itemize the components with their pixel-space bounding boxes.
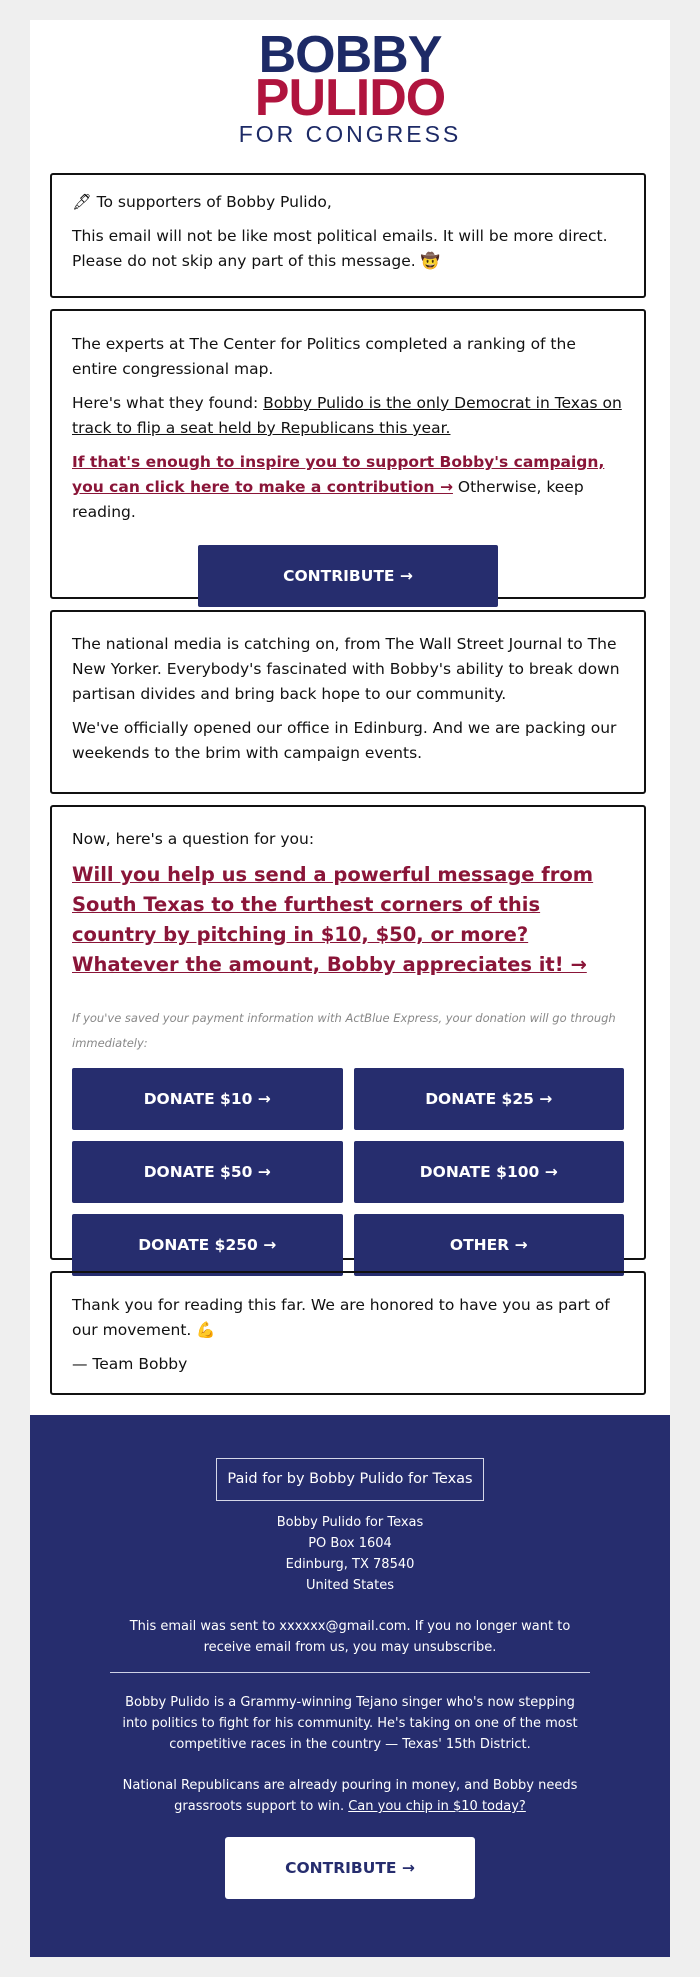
office-paragraph: We've officially opened our office in Edinburg. And we are packing our weekends to the brim with campaign events. [72, 719, 617, 762]
intro-body: This email will not be like most political emails. It will be more direct. Please do not skip any part of this message. [72, 227, 608, 270]
donate-button-grid [72, 1068, 624, 1276]
ranking-card [50, 309, 646, 599]
address-line: Bobby Pulido for Texas [276, 1515, 424, 1530]
ask-lead: Now, here's a question for you: [72, 830, 315, 848]
flexed-biceps-icon: 💪 [196, 1321, 216, 1339]
chip-in-link[interactable]: Can you chip in $10 today? [348, 1799, 526, 1814]
actblue-note: If you've saved your payment information with ActBlue Express, your donation will go through immediately: [72, 1011, 616, 1050]
donation-ask-card [50, 805, 646, 1260]
donate-10-button[interactable]: DONATE $10 → [72, 1068, 343, 1130]
pen-icon: 🖋 [72, 193, 92, 211]
donate-250-button[interactable]: DONATE $250 → [72, 1214, 343, 1276]
contribute-button[interactable]: CONTRIBUTE → [198, 545, 498, 607]
unsubscribe-notice: This email was sent to xxxxxx@gmail.com. If you no longer want to receive email from us, you may unsubscribe. [129, 1619, 571, 1655]
donation-question-link[interactable]: Will you help us send a powerful message from South Texas to the furthest corners of this country by pitching in $10, $50, or more? Whatever the amount, Bobby appreciates it! → [72, 863, 594, 976]
closing-text: Thank you for reading this far. We are honored to have you as part of our movement. [72, 1296, 610, 1339]
closing-card [50, 1271, 646, 1395]
address-line: Edinburg, TX 78540 [285, 1557, 415, 1572]
logo-line-bobby: BOBBY [258, 26, 442, 84]
donate-100-button[interactable]: DONATE $100 → [354, 1141, 625, 1203]
email-body [30, 20, 670, 1957]
footer-contribute-button[interactable]: CONTRIBUTE → [225, 1837, 475, 1899]
ranking-intro: The experts at The Center for Politics completed a ranking of the entire congressional map. [72, 335, 576, 378]
keep-reading-text: Otherwise, keep reading. [72, 478, 584, 521]
donate-other-button[interactable]: OTHER → [354, 1214, 625, 1276]
intro-card [50, 173, 646, 298]
campaign-logo [30, 20, 670, 156]
media-paragraph: The national media is catching on, from The Wall Street Journal to The New Yorker. Everybody's fascinated with Bobby's ability to break down partisan divides and bring back hope to our community. [72, 635, 620, 703]
logo-line-pulido: PULIDO [254, 69, 446, 127]
donate-25-button[interactable]: DONATE $25 → [354, 1068, 625, 1130]
media-card [50, 610, 646, 794]
signature: — Team Bobby [72, 1355, 188, 1373]
cowboy-emoji-icon: 🤠 [420, 252, 440, 270]
mailing-address [30, 1512, 670, 1596]
contribution-text-link[interactable]: If that's enough to inspire you to support Bobby's campaign, you can click here to make a contribution → [72, 453, 605, 496]
ranking-finding-link[interactable]: Bobby Pulido is the only Democrat in Texas on track to flip a seat held by Republicans this year. [72, 394, 622, 437]
ranking-found-prefix: Here's what they found: [72, 394, 264, 412]
greeting-text: To supporters of Bobby Pulido, [96, 193, 332, 211]
address-line: PO Box 1604 [308, 1536, 392, 1551]
footer-divider [110, 1672, 590, 1673]
donate-50-button[interactable]: DONATE $50 → [72, 1141, 343, 1203]
logo-line-for-congress: FOR CONGRESS [238, 121, 462, 147]
candidate-bio: Bobby Pulido is a Grammy-winning Tejano singer who's now stepping into politics to fight for his community. He's taking on one of the most competitive races in the country — Texas' 15th District. [122, 1695, 578, 1752]
address-line: United States [305, 1578, 395, 1593]
footer [30, 1415, 670, 1957]
paid-for-box: Paid for by Bobby Pulido for Texas [216, 1458, 483, 1501]
support-text: National Republicans are already pouring in money, and Bobby needs grassroots support to win. [122, 1778, 578, 1814]
